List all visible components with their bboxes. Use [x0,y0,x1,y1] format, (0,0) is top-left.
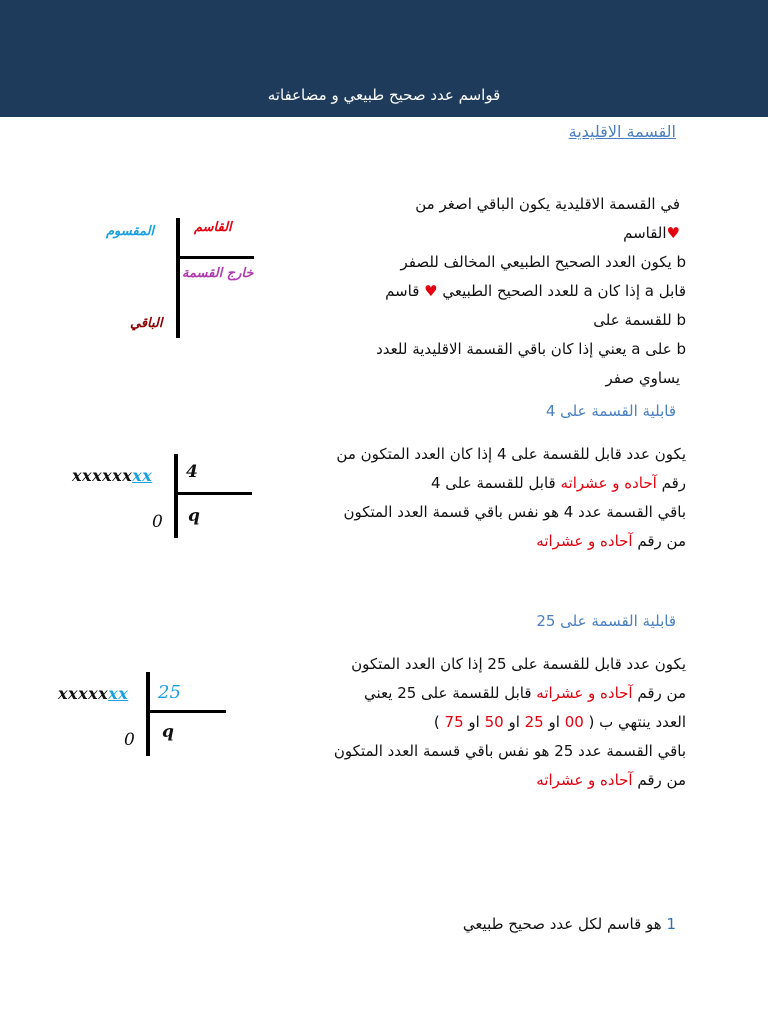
text-line: باقي القسمة عدد 4 هو نفس باقي قسمة العدد المتكون [343,503,686,521]
diagram-vertical-line [176,218,180,338]
diagram-vertical-line [146,672,150,756]
remainder-label: 0 [152,512,163,532]
dividend-label: xxxxxxx [58,684,129,703]
page-title: قواسم عدد صحيح طبيعي و مضاعفاته [267,86,501,104]
footer-number: 1 [666,915,676,933]
quotient-label: خارج القسمة [182,266,254,281]
text-line: يكون عدد قابل للقسمة على 4 إذا كان العدد المتكون من [336,445,686,463]
remainder-label: الباقي [130,316,163,331]
division-diagram-labels [100,210,270,345]
text-line: من رقم آحاده و عشراته [536,771,686,789]
section-divisibility-4-text [246,440,686,556]
text-line: قابل a إذا كان a للعدد الصحيح الطبيعي ♥ قاسم [385,282,686,300]
text-line: من رقم آحاده و عشراته [536,532,686,550]
text-line: b يكون العدد الصحيح الطبيعي المخالف للصفر [400,253,686,271]
text-line: ♥القاسم [623,224,680,242]
diagram-horizontal-line [176,256,254,259]
text-line: b للقسمة على [593,311,686,329]
diagram-vertical-line [174,454,178,538]
section-heading-divisibility-4: قابلية القسمة على 4 [545,402,676,420]
text-line: العدد ينتهي ب ( 00 او 25 او 50 او 75 ) [433,713,686,731]
heart-icon: ♥ [424,282,438,300]
footer-text: هو قاسم لكل عدد صحيح طبيعي [462,915,667,933]
section-euclidean-division-text [260,190,686,393]
text-line: يساوي صفر [605,369,680,387]
dividend-label: المقسوم [106,224,155,239]
divisor-label: 25 [158,682,181,703]
text-line: باقي القسمة عدد 25 هو نفس باقي قسمة العدد المتكون [333,742,686,760]
section-divisibility-25-text [226,650,686,795]
quotient-label: q [162,722,174,742]
divisor-label: القاسم [194,220,232,235]
section-heading-divisibility-25: قابلية القسمة على 25 [536,612,676,630]
division-diagram-25 [56,670,236,760]
text-line: من رقم آحاده و عشراته قابل للقسمة على 25 يعني [363,684,686,702]
divisor-label: 4 [186,462,198,482]
dividend-label: xxxxxxxx [72,466,153,485]
division-diagram-4 [70,452,260,542]
diagram-horizontal-line [146,710,226,713]
footer-statement [463,910,676,939]
text-line: في القسمة الاقليدية يكون الباقي اصغر من [415,195,680,213]
page-header-band [0,0,768,117]
text-line: b على a يعني إذا كان باقي القسمة الاقليدية للعدد [376,340,686,358]
diagram-horizontal-line [174,492,252,495]
remainder-label: 0 [124,730,135,750]
heart-icon: ♥ [666,224,680,242]
section-heading-euclidean-division[interactable]: القسمة الاقليدية [568,122,676,141]
text-line: يكون عدد قابل للقسمة على 25 إذا كان العدد المتكون [351,655,686,673]
quotient-label: q [188,506,200,526]
text-line: رقم آحاده و عشراته قابل للقسمة على 4 [430,474,686,492]
